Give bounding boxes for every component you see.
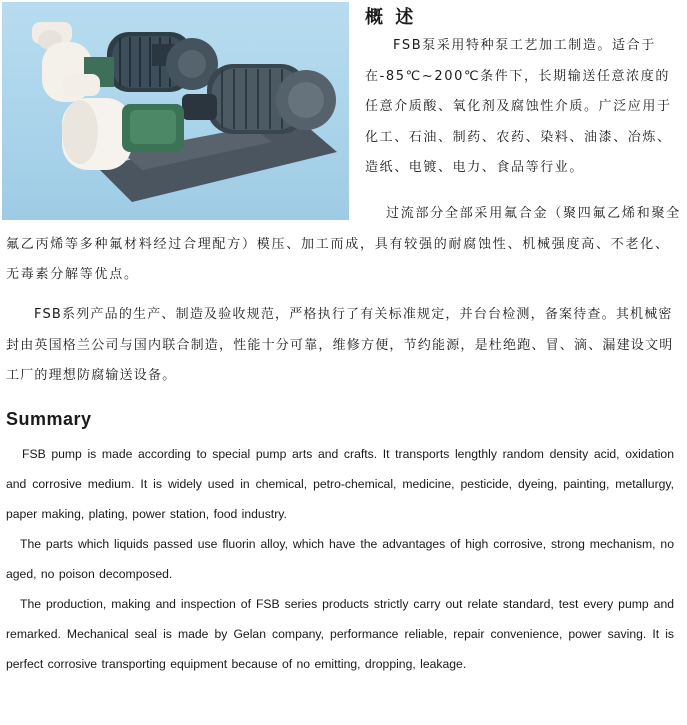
product-photo <box>2 2 349 220</box>
overview-paragraph-2: 过流部分全部采用氟合金（聚四氟乙烯和聚全氟乙丙烯等多种氟材料经过合理配方）模压、加工而成，具有较强的耐腐蚀性、机械强度高、不老化、无毒素分解等优点。 <box>6 206 682 282</box>
overview-title: 概 述 <box>365 7 417 28</box>
summary-title: Summary <box>6 409 92 429</box>
summary-paragraph-1: FSB pump is made according to special pump arts and crafts. It transports lengthly random density acid, oxidation and corrosive medium. It is widely used in chemical, petro-chemical, medicine, pesticide, dyeing, painting, metallurgy, paper making, plating, power station, food industry. <box>6 447 674 521</box>
summary-paragraph-2: The parts which liquids passed use fluorin alloy, which have the advantages of high corrosive, strong mechanism, no aged, no poison decomposed. <box>6 537 674 581</box>
summary-paragraph-3: The production, making and inspection of FSB series products strictly carry out relate standard, test every pump and remarked. Mechanical seal is made by Gelan company, performance reliable, repair convenience, power saving. It is perfect corrosive transporting equipment because of no emitting, dropping, leakage. <box>6 597 674 671</box>
overview-paragraph-3: FSB系列产品的生产、制造及验收规范，严格执行了有关标准规定，并台台检测，备案待查。其机械密封由英国格兰公司与国内联合制造，性能十分可靠，维修方便，节约能源，是杜绝跑、冒、滴、漏建设文明工厂的理想防腐输送设备。 <box>6 307 674 383</box>
pump-illustration <box>2 2 349 220</box>
overview-paragraph-1: FSB泵采用特种泵工艺加工制造。适合于在-85℃~200℃条件下，长期输送任意浓度的任意介质酸、氧化剂及腐蚀性介质。广泛应用于化工、石油、制药、农药、染料、油漆、冶炼、造纸、电镀、电力、食品等行业。 <box>365 38 672 175</box>
